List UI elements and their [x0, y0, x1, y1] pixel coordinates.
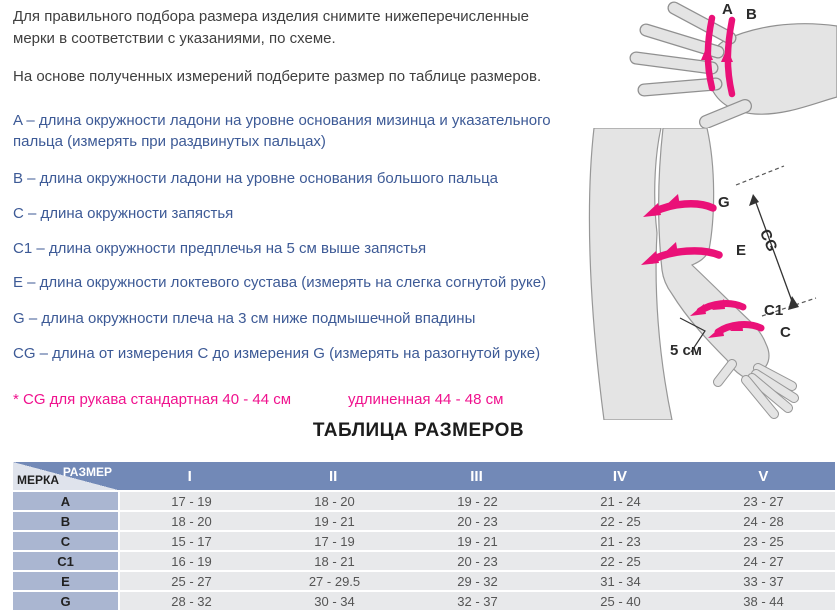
table-cell: 27 - 29.5 — [308, 573, 361, 589]
table-row — [13, 572, 835, 590]
table-cell: 38 - 44 — [743, 593, 784, 609]
table-cell: 25 - 27 — [171, 573, 212, 589]
sleeve-length-extended: удлиненная 44 - 48 см — [348, 391, 504, 408]
table-cell: 33 - 37 — [743, 573, 784, 589]
table-row — [13, 492, 835, 510]
table-cell: 22 - 25 — [600, 553, 641, 569]
measurement-item-b: B – длина окружности ладони на уровне основания большого пальца — [13, 170, 499, 187]
table-cell: 20 - 23 — [457, 513, 498, 529]
table-cell: 17 - 19 — [171, 493, 212, 509]
measurement-item-e: E – длина окружности локтевого сустава (измерять на слегка согнутой руке) — [13, 274, 547, 291]
corner-size-label: РАЗМЕР — [62, 465, 112, 479]
row-label: E — [13, 572, 118, 590]
table-cell: 30 - 34 — [314, 593, 355, 609]
row-label: G — [13, 592, 118, 610]
table-cell: 19 - 21 — [314, 513, 355, 529]
arm-illustration — [560, 128, 837, 420]
sleeve-length-note — [13, 391, 573, 411]
table-cell: 21 - 24 — [600, 493, 641, 509]
measurement-item-cg: CG – длина от измерения C до измерения G (измерять на разогнутой руке) — [13, 345, 541, 362]
table-cell: 15 - 17 — [171, 533, 212, 549]
column-header-5: V — [758, 467, 769, 485]
label-c: C — [780, 324, 791, 341]
table-cell: 18 - 21 — [314, 553, 355, 569]
table-row — [13, 512, 835, 530]
label-e: E — [736, 242, 747, 259]
table-cell: 23 - 27 — [743, 493, 784, 509]
label-cg: CG — [755, 226, 781, 255]
table-cell: 19 - 22 — [457, 493, 498, 509]
table-cell: 19 - 21 — [457, 533, 498, 549]
table-cell: 20 - 23 — [457, 553, 498, 569]
intro-paragraph-1: Для правильного подбора размера изделия снимите нижеперечисленные мерки в соответствии с указаниями, по схеме. — [13, 8, 529, 47]
column-header-4: IV — [612, 467, 628, 485]
table-header-row — [13, 462, 835, 490]
label-5cm: 5 см — [670, 342, 702, 359]
intro-paragraph-2: На основе полученных измерений подберите размер по таблице размеров. — [13, 68, 542, 85]
table-cell: 25 - 40 — [600, 593, 641, 609]
table-cell: 16 - 19 — [171, 553, 212, 569]
row-label: A — [13, 492, 118, 510]
table-row — [13, 592, 835, 610]
table-cell: 23 - 25 — [743, 533, 784, 549]
table-row — [13, 552, 835, 570]
table-cell: 24 - 27 — [743, 553, 784, 569]
table-row — [13, 532, 835, 550]
corner-merka-label: МЕРКА — [17, 473, 59, 487]
table-cell: 18 - 20 — [314, 493, 355, 509]
label-a: A — [722, 1, 733, 18]
measurement-item-c: C – длина окружности запястья — [13, 205, 234, 222]
column-header-3: III — [470, 467, 483, 485]
table-cell: 32 - 37 — [457, 593, 498, 609]
table-cell: 22 - 25 — [600, 513, 641, 529]
row-label: C1 — [13, 552, 118, 570]
column-header-1: I — [187, 467, 192, 485]
table-cell: 31 - 34 — [600, 573, 641, 589]
sleeve-length-standard: * CG для рукава стандартная 40 - 44 см — [13, 391, 292, 408]
table-cell: 21 - 23 — [600, 533, 641, 549]
table-title: ТАБЛИЦА РАЗМЕРОВ — [312, 420, 525, 441]
label-g: G — [718, 194, 730, 211]
label-c1: C1 — [764, 302, 784, 319]
measurement-item-c1: C1 – длина окружности предплечья на 5 см выше запястья — [13, 240, 427, 257]
table-cell: 28 - 32 — [171, 593, 212, 609]
table-cell: 24 - 28 — [743, 513, 784, 529]
row-label: C — [13, 532, 118, 550]
lower-hand-fingers — [718, 364, 794, 414]
table-cell: 18 - 20 — [171, 513, 212, 529]
measurement-item-g: G – длина окружности плеча на 3 см ниже подмышечной впадины — [13, 310, 476, 327]
column-header-2: II — [328, 467, 338, 485]
row-label: B — [13, 512, 118, 530]
hand-illustration — [560, 0, 837, 128]
label-b: B — [746, 6, 757, 23]
table-cell: 17 - 19 — [314, 533, 355, 549]
size-table — [13, 462, 835, 610]
table-cell: 29 - 32 — [457, 573, 498, 589]
table-corner-cell — [13, 462, 118, 490]
measurement-item-a: A – длина окружности ладони на уровне основания мизинца и указательного пальца (измерять при раздвинутых пальцах) — [13, 112, 551, 150]
